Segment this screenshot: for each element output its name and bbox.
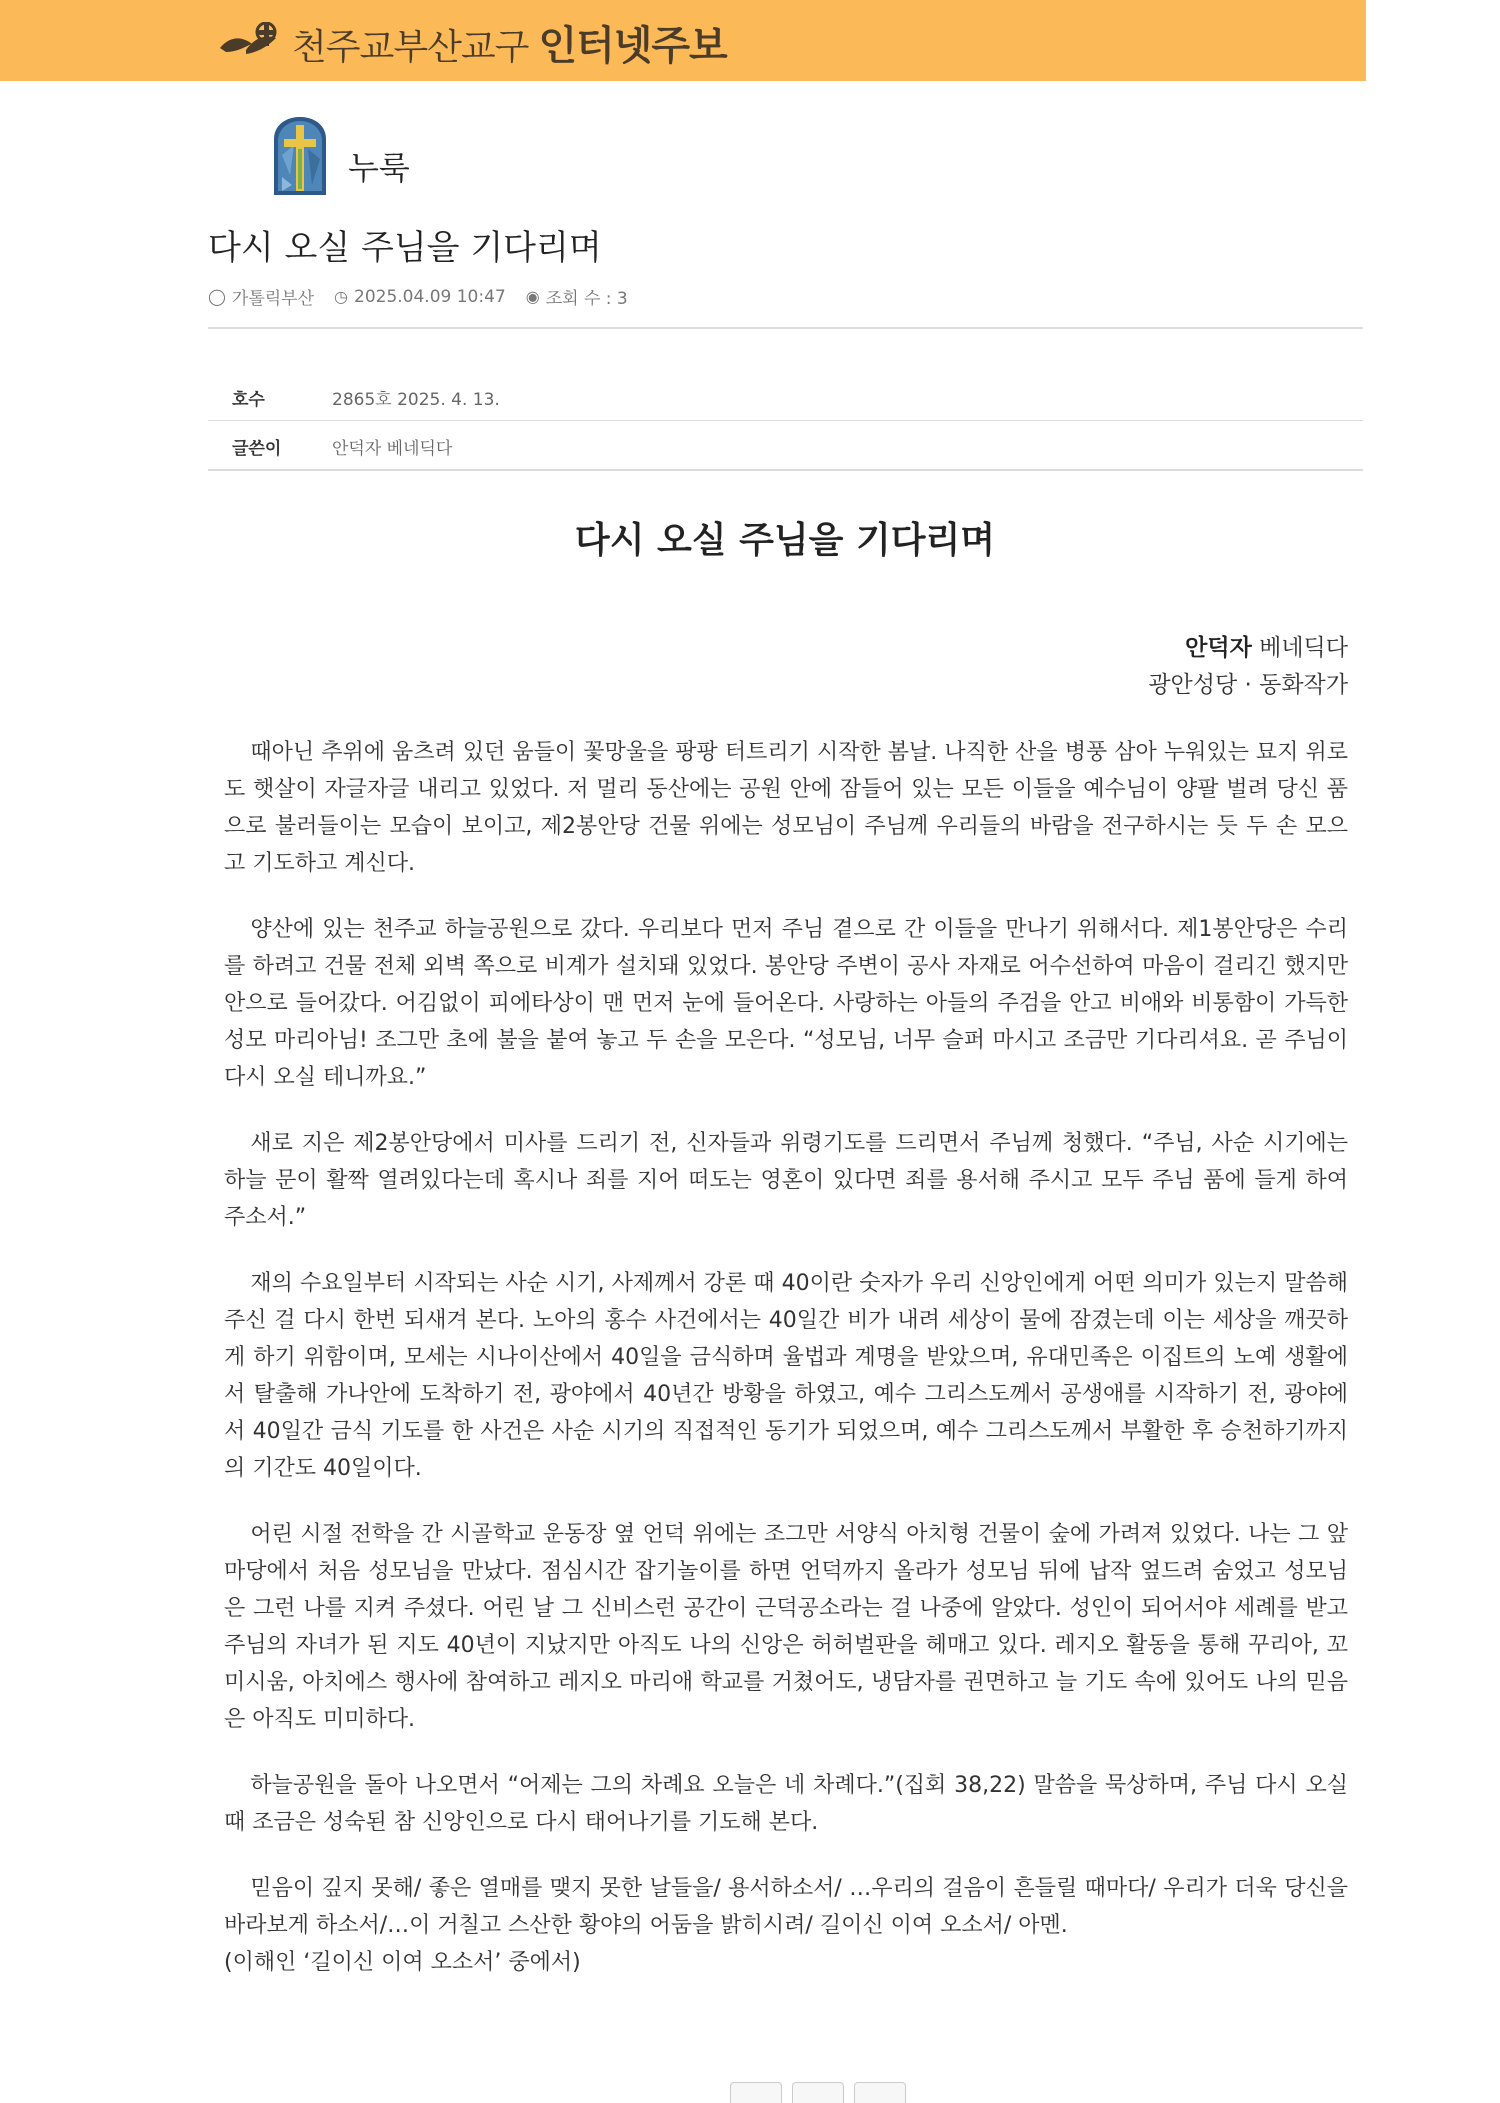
post-title: 다시 오실 주님을 기다리며: [208, 228, 602, 268]
paragraph: 하늘공원을 돌아 나오면서 “어제는 그의 차례요 오늘은 네 차례다.”(집회 38,22) 말씀을 묵상하며, 주님 다시 오실 때 조금은 성숙된 참 신앙인으로 다시 태어나기를 기도해 본다.: [224, 1773, 1348, 1835]
author-affiliation: 광안성당 · 동화작가: [1148, 672, 1348, 698]
paragraph: 어린 시절 전학을 간 시골학교 운동장 옆 언덕 위에는 조그만 서양식 아치형 건물이 숲에 가려져 있었다. 나는 그 앞마당에서 처음 성모님을 만났다. 점심시간 잡기놀이를 하면 언덕까지 올라가 성모님 뒤에 납작 엎드려 숨었고 성모님은 그런 나를 지켜 주셨다. 어린 날 그 신비스런 공간이 근덕공소라는 걸 나중에 알았다. 성인이 되어서야 세례를 받고 주님의 자녀가 된 지도 40년이 지났지만 아직도 나의 신앙은 허허벌판을 헤매고 있다. 레지오 활동을 통해 꾸리아, 꼬미시움, 아치에스 행사에 참여하고 레지오 마리애 학교를 거쳤어도, 냉담자를 권면하고 늘 기도 속에 있어도 나의 믿음은 아직도 미미하다.: [224, 1522, 1348, 1732]
info-row-issue: [232, 385, 500, 410]
post-datetime-text: 2025.04.09 10:47: [354, 286, 506, 307]
poem-source: (이해인 ‘길이신 이여 오소서’ 중에서): [224, 1950, 581, 1975]
paragraph: 새로 지은 제2봉안당에서 미사를 드리기 전, 신자들과 위령기도를 드리면서 주님께 청했다. “주님, 사순 시기에는 하늘 문이 활짝 열려있다는데 혹시나 죄를 지어 떠도는 영혼이 있다면 죄를 용서해 주시고 모두 주님 품에 들게 하여 주소서.”: [224, 1131, 1348, 1230]
post-datetime: [334, 284, 506, 309]
paragraph-poem: [224, 1870, 1348, 1981]
writer-label: 글쓴이: [232, 439, 282, 459]
board-label[interactable]: 누룩: [348, 149, 410, 187]
site-name: [292, 14, 727, 71]
clock-icon: ◷: [334, 287, 348, 306]
site-header: [0, 0, 1366, 81]
issue-value: 2865호 2025. 4. 13.: [332, 390, 500, 410]
author-baptismal-name: 베네딕다: [1251, 635, 1348, 661]
site-name-light: 천주교부산교구: [292, 26, 529, 68]
paragraph: 양산에 있는 천주교 하늘공원으로 갔다. 우리보다 먼저 주님 곁으로 간 이들을 만나기 위해서다. 제1봉안당은 수리를 하려고 건물 전체 외벽 쪽으로 비계가 설치돼 있었다. 봉안당 주변이 공사 자재로 어수선하여 마음이 걸리긴 했지만 안으로 들어갔다. 어김없이 피에타상이 맨 먼저 눈에 들어온다. 사랑하는 아들의 주검을 안고 비애와 비통함이 가득한 성모 마리아님! 조그만 초에 불을 붙여 놓고 두 손을 모은다. “성모님, 너무 슬퍼 마시고 조금만 기다리셔요. 곧 주님이 다시 오실 테니까요.”: [224, 917, 1348, 1090]
post-author: [208, 284, 314, 309]
author-line: [1148, 630, 1348, 667]
article-byline: [1148, 630, 1348, 704]
eye-icon: ◉: [525, 287, 540, 306]
divider: [208, 327, 1363, 329]
article-title: 다시 오실 주님을 기다리며: [574, 520, 996, 561]
post-author-text: 가톨릭부산: [231, 289, 315, 309]
divider: [208, 420, 1363, 421]
board-header: [272, 115, 410, 195]
site-name-bold: 인터넷주보: [538, 22, 727, 69]
info-row-writer: [232, 434, 452, 459]
dove-cross-logo-icon: [216, 22, 284, 62]
post-views: [526, 284, 628, 309]
writer-value: 안덕자 베네딕다: [332, 439, 453, 459]
divider: [208, 469, 1363, 471]
paragraph: 재의 수요일부터 시작되는 사순 시기, 사제께서 강론 때 40이란 숫자가 우리 신앙인에게 어떤 의미가 있는지 말씀해 주신 걸 다시 한번 되새겨 본다. 노아의 홍수 사건에서는 40일간 비가 내려 세상이 물에 잠겼는데 이는 세상을 깨끗하게 하기 위함이며, 모세는 시나이산에서 40일을 금식하며 율법과 계명을 받았으며, 유대민족은 이집트의 노예 생활에서 탈출해 가나안에 도착하기 전, 광야에서 40년간 방황을 하였고, 예수 그리스도께서 공생애를 시작하기 전, 광야에서 40일간 금식 기도를 한 사건은 사순 시기의 직접적인 동기가 되었으며, 예수 그리스도께서 부활한 후 승천하기까지의 기간도 40일이다.: [224, 1271, 1348, 1481]
user-icon: ◯: [208, 287, 226, 306]
issue-label: 호수: [232, 390, 265, 410]
author-name: 안덕자: [1185, 635, 1252, 661]
paragraph: 때아닌 추위에 움츠려 있던 움들이 꽃망울을 팡팡 터트리기 시작한 봄날. 나직한 산을 병풍 삼아 누워있는 묘지 위로도 햇살이 자글자글 내리고 있었다. 저 멀리 동산에는 공원 안에 잠들어 있는 모든 이들을 예수님이 양팔 벌려 당신 품으로 불러들이는 모습이 보이고, 제2봉안당 건물 위에는 성모님이 주님께 우리들의 바람을 전구하시는 듯 두 손 모으고 기도하고 계신다.: [224, 740, 1348, 876]
site-logo[interactable]: [216, 20, 727, 69]
post-views-text: 조회 수 : 3: [545, 289, 628, 309]
poem-text: 믿음이 깊지 못해/ 좋은 열매를 맺지 못한 날들을/ 용서하소서/ …우리의 걸음이 흔들릴 때마다/ 우리가 더욱 당신을 바라보게 하소서/…이 거칠고 스산한 황야의 어둠을 밝히시려/ 길이신 이여 오소서/ 아멘.: [224, 1876, 1348, 1938]
post-meta: [208, 284, 628, 309]
article-body: [224, 734, 1348, 1981]
stained-glass-cross-icon: [272, 115, 328, 195]
